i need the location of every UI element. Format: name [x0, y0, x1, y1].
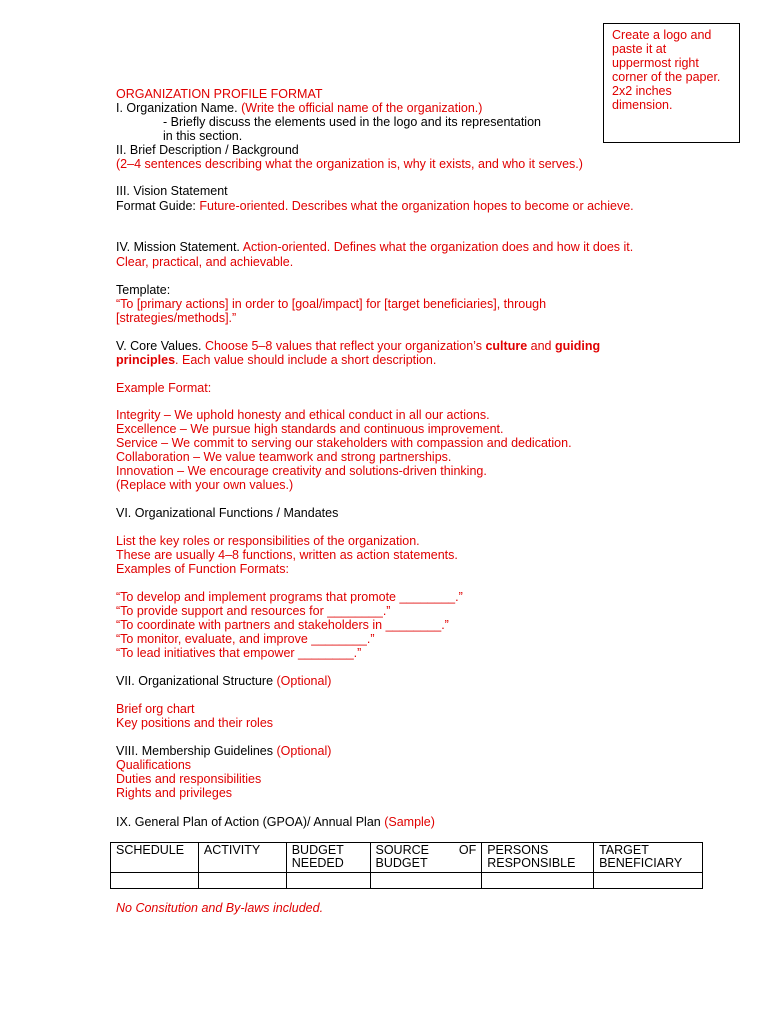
section-label: VII. Organizational Structure — [116, 674, 274, 688]
logo-note-line: uppermost right — [612, 56, 699, 70]
value-item: Innovation – We encourage creativity and solutions-driven thinking. — [116, 464, 487, 478]
template-label: Template: — [116, 283, 171, 297]
section-label: I. Organization Name. — [116, 101, 238, 115]
logo-note-line: corner of the paper. — [612, 70, 721, 84]
section-functions-label: VI. Organizational Functions / Mandates — [116, 506, 339, 520]
template-text-cont: [strategies/methods].” — [116, 311, 237, 325]
optional-tag: (Optional) — [276, 674, 332, 688]
functions-line: List the key roles or responsibilities of the organization. — [116, 534, 420, 548]
header-budget-needed: BUDGET NEEDED — [286, 843, 370, 873]
section-membership — [116, 744, 331, 758]
membership-line: Rights and privileges — [116, 786, 233, 800]
logo-note-line: paste it at — [612, 42, 667, 56]
section-gpoa — [116, 815, 435, 829]
section-label: VIII. Membership Guidelines — [116, 744, 274, 758]
table-cell — [111, 873, 199, 889]
section-hint: (Write the official name of the organization.) — [241, 101, 483, 115]
section-core-values — [116, 339, 600, 353]
logo-instruction-cont: in this section. — [163, 129, 243, 143]
section-label: IX. General Plan of Action (GPOA)/ Annual Plan — [116, 815, 381, 829]
section-org-name — [116, 101, 482, 115]
section-label: IV. Mission Statement. — [116, 240, 240, 254]
header-activity: ACTIVITY — [198, 843, 286, 873]
table-cell — [198, 873, 286, 889]
gpoa-table — [110, 842, 703, 889]
guide-text: Future-oriented. Describes what the organization hopes to become or achieve. — [199, 199, 634, 213]
membership-line: Duties and responsibilities — [116, 772, 262, 786]
section-description-label: II. Brief Description / Background — [116, 143, 299, 157]
mission-hint-cont: Clear, practical, and achievable. — [116, 255, 294, 269]
core-values-hint-cont — [116, 353, 436, 367]
template-text: “To [primary actions] in order to [goal/impact] for [target beneficiaries], through — [116, 297, 547, 311]
section-label: V. Core Values. — [116, 339, 202, 353]
section-vision-label: III. Vision Statement — [116, 184, 228, 198]
hint-rest: . Each value should include a short description. — [175, 353, 437, 367]
value-item: Integrity – We uphold honesty and ethical conduct in all our actions. — [116, 408, 490, 422]
table-cell — [482, 873, 594, 889]
functions-line: Examples of Function Formats: — [116, 562, 289, 576]
structure-line: Key positions and their roles — [116, 716, 274, 730]
function-example: “To lead initiatives that empower ________.” — [116, 646, 362, 660]
value-item: Excellence – We pursue high standards and continuous improvement. — [116, 422, 504, 436]
bold-principles: principles — [116, 353, 176, 367]
header-source-of-budget: SOURCE OF BUDGET — [370, 843, 482, 873]
section-mission — [116, 240, 633, 254]
function-example: “To develop and implement programs that promote ________.” — [116, 590, 463, 604]
header-target-beneficiary: TARGET BENEFICIARY — [594, 843, 703, 873]
and-text: and — [530, 339, 552, 353]
logo-note-line: Create a logo and — [612, 28, 712, 42]
structure-line: Brief org chart — [116, 702, 195, 716]
section-hint: Action-oriented. Defines what the organization does and how it does it. — [242, 240, 634, 254]
table-cell — [594, 873, 703, 889]
section-description-hint: (2–4 sentences describing what the organization is, why it exists, and who it serves.) — [116, 157, 583, 171]
value-item: (Replace with your own values.) — [116, 478, 294, 492]
table-row — [111, 873, 703, 889]
bold-culture: culture — [485, 339, 528, 353]
value-item: Service – We commit to serving our stakeholders with compassion and dedication. — [116, 436, 572, 450]
footer-note: No Consitution and By-laws included. — [116, 901, 324, 915]
vision-guide — [116, 199, 634, 213]
function-example: “To coordinate with partners and stakeholders in ________.” — [116, 618, 449, 632]
header-schedule: SCHEDULE — [111, 843, 199, 873]
table-cell — [370, 873, 482, 889]
table-cell — [286, 873, 370, 889]
header-persons-responsible: PERSONS RESPONSIBLE — [482, 843, 594, 873]
bold-guiding: guiding — [554, 339, 601, 353]
section-structure — [116, 674, 331, 688]
guide-label: Format Guide: — [116, 199, 196, 213]
logo-note-line: 2x2 inches — [612, 84, 672, 98]
value-item: Collaboration – We value teamwork and strong partnerships. — [116, 450, 452, 464]
function-example: “To monitor, evaluate, and improve ________.” — [116, 632, 375, 646]
example-format-label: Example Format: — [116, 381, 212, 395]
logo-instruction: - Briefly discuss the elements used in the logo and its representation — [163, 115, 541, 129]
function-example: “To provide support and resources for ________.” — [116, 604, 391, 618]
page-title: ORGANIZATION PROFILE FORMAT — [116, 87, 323, 101]
logo-note-line: dimension. — [612, 98, 673, 112]
functions-line: These are usually 4–8 functions, written as action statements. — [116, 548, 458, 562]
membership-line: Qualifications — [116, 758, 192, 772]
section-hint: Choose 5–8 values that reflect your organization’s — [204, 339, 482, 353]
table-header-row — [111, 843, 703, 873]
optional-tag: (Optional) — [276, 744, 332, 758]
sample-tag: (Sample) — [384, 815, 435, 829]
logo-placeholder-box — [603, 23, 740, 143]
